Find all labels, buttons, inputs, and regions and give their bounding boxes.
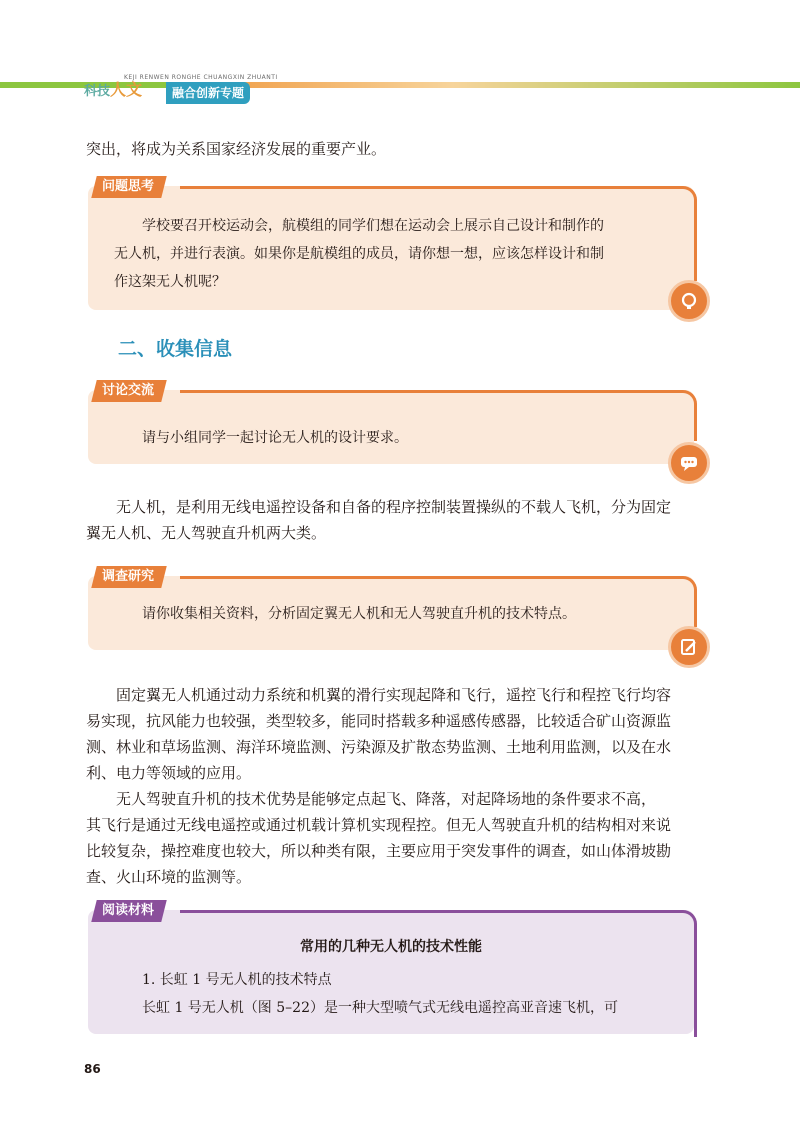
paragraph-line: 无人驾驶直升机的技术优势是能够定点起飞、降落，对起降场地的条件要求不高， <box>116 790 657 808</box>
reading-line: 长虹 1 号无人机（图 5–22）是一种大型喷气式无线电遥控高亚音速飞机，可 <box>142 1000 618 1016</box>
paragraph-line: 测、林业和草场监测、海洋环境监测、污染源及扩散态势监测、土地利用监测，以及在水 <box>86 738 672 756</box>
header-gradient <box>222 82 800 88</box>
paragraph-line: 利、电力等领域的应用。 <box>86 764 252 782</box>
reading-text <box>142 966 692 1022</box>
question-text <box>114 212 684 296</box>
paragraph-line: 无人机，是利用无线电遥控设备和自备的程序控制装置操纵的不载人飞机，分为固定 <box>116 498 672 516</box>
reading-tag: 阅读材料 <box>91 900 167 922</box>
question-line: 学校要召开校运动会，航模组的同学们想在运动会上展示自己设计和制作的 <box>142 218 604 234</box>
discussion-text: 请与小组同学一起讨论无人机的设计要求。 <box>142 430 408 446</box>
paragraph-line: 其飞行是通过无线电遥控或通过机载计算机实现程控。但无人驾驶直升机的结构相对来说 <box>86 816 672 834</box>
reading-line: 1. 长虹 1 号无人机的技术特点 <box>142 972 332 988</box>
paragraph-2 <box>86 682 710 786</box>
chat-icon <box>668 442 710 484</box>
page-number: 86 <box>84 1062 101 1076</box>
pencil-icon <box>668 626 710 668</box>
think-icon <box>668 280 710 322</box>
paragraph-line: 比较复杂，操控难度也较大，所以种类有限，主要应用于突发事件的调查，如山体滑坡勘 <box>86 842 672 860</box>
question-tag: 问题思考 <box>91 176 167 198</box>
paragraph-1 <box>86 494 710 546</box>
header-series-mid: 人文 <box>110 80 143 99</box>
reading-title: 常用的几种无人机的技术性能 <box>300 939 482 955</box>
header-series-label <box>84 80 142 100</box>
paragraph-line: 固定翼无人机通过动力系统和机翼的滑行实现起降和飞行，遥控飞行和程控飞行均容 <box>116 686 672 704</box>
question-line: 作这架无人机呢？ <box>114 274 226 290</box>
header-pinyin: KEJI RENWEN RONGHE CHUANGXIN ZHUANTI <box>124 74 278 81</box>
header-series-tab: 融合创新专题 <box>166 82 250 104</box>
discussion-tag: 讨论交流 <box>91 380 167 402</box>
research-tag: 调查研究 <box>91 566 167 588</box>
question-line: 无人机，并进行表演。如果你是航模组的成员，请你想一想，应该怎样设计和制 <box>114 246 604 262</box>
paragraph-line: 易实现，抗风能力也较强，类型较多，能同时搭载多种遥感传感器，比较适合矿山资源监 <box>86 712 672 730</box>
research-text: 请你收集相关资料，分析固定翼无人机和无人驾驶直升机的技术特点。 <box>142 606 576 622</box>
paragraph-line: 查、火山环境的监测等。 <box>86 868 252 886</box>
section-title: 二、收集信息 <box>118 338 233 360</box>
paragraph-line: 翼无人机、无人驾驶直升机两大类。 <box>86 524 327 542</box>
paragraph-3 <box>86 786 710 890</box>
intro-line: 突出，将成为关系国家经济发展的重要产业。 <box>86 140 387 158</box>
header-series-left: 科技 <box>84 84 111 99</box>
